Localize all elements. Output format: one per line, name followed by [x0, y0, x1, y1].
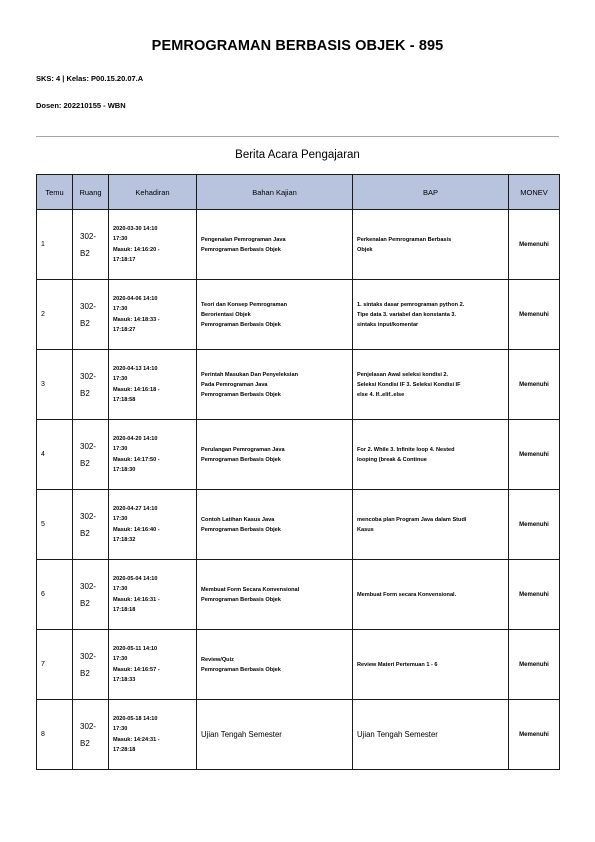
- cell-bap: [353, 280, 509, 350]
- cell-kehadiran-line: 2020-04-27 14:10: [113, 505, 158, 512]
- cell-kehadiran-line: Masuk: 14:16:20 -: [113, 246, 160, 253]
- cell-bahan-kajian-line: Pemrograman Berbasis Objek: [201, 246, 281, 253]
- cell-kehadiran-line: 17:30: [113, 376, 128, 382]
- cell-kehadiran-line: 17:30: [113, 656, 128, 662]
- cell-bap-line: For 2. While 3. Infinite loop 4. Nested: [357, 446, 455, 453]
- cell-bahan-kajian: [197, 700, 353, 770]
- cell-kehadiran-line: 2020-03-30 14:10: [113, 225, 158, 232]
- cell-ruang-line: 302-: [80, 441, 97, 451]
- cell-kehadiran-line: 17:18:33: [113, 677, 136, 683]
- table-row: [37, 490, 560, 560]
- cell-temu: 5: [37, 490, 73, 560]
- cell-bahan-kajian: [197, 490, 353, 560]
- cell-bap-line: mencoba plan Program Java dalam Studi: [357, 516, 467, 523]
- cell-bap-line: Tipe data 3. variabel dan konstanta 3.: [357, 311, 457, 318]
- cell-bap-line: Penjelasan Awal seleksi kondisi 2.: [357, 371, 449, 378]
- cell-ruang-line: B2: [80, 458, 90, 468]
- table-row: [37, 350, 560, 420]
- cell-bap-line: Objek: [357, 246, 373, 253]
- cell-bap-line: else 4. If..elif..else: [357, 391, 405, 398]
- cell-ruang: [73, 280, 109, 350]
- cell-ruang-line: 302-: [80, 511, 97, 521]
- table-row: [37, 700, 560, 770]
- cell-ruang: [73, 210, 109, 280]
- cell-monev: Memenuhi: [509, 630, 560, 700]
- column-header-ruang: Ruang: [73, 175, 109, 210]
- cell-temu: 1: [37, 210, 73, 280]
- cell-temu: 8: [37, 700, 73, 770]
- table-row: [37, 560, 560, 630]
- cell-monev: Memenuhi: [509, 700, 560, 770]
- cell-bap-line: 1. sintaks dasar pemrograman python 2.: [357, 301, 465, 308]
- cell-bap: [353, 700, 509, 770]
- document-title: PEMROGRAMAN BERBASIS OBJEK - 895: [151, 38, 444, 54]
- cell-monev: Memenuhi: [509, 560, 560, 630]
- cell-ruang-line: B2: [80, 248, 90, 258]
- cell-ruang: [73, 350, 109, 420]
- cell-kehadiran: [109, 210, 197, 280]
- cell-ruang-line: 302-: [80, 371, 97, 381]
- cell-bap: [353, 560, 509, 630]
- cell-bahan-kajian-line: Pemrograman Berbasis Objek: [201, 666, 281, 673]
- cell-kehadiran: [109, 280, 197, 350]
- table-row: [37, 280, 560, 350]
- cell-bap-line: Kasus: [357, 526, 374, 533]
- cell-monev: Memenuhi: [509, 280, 560, 350]
- cell-bap: [353, 420, 509, 490]
- cell-bap-line: Perkenalan Pemrograman Berbasis: [357, 236, 452, 243]
- dosen-value: 202210155 - WBN: [63, 101, 126, 110]
- cell-kehadiran-line: 17:30: [113, 236, 128, 242]
- cell-kehadiran-line: 17:28:18: [113, 747, 136, 753]
- cell-kehadiran: [109, 630, 197, 700]
- cell-kehadiran-line: 17:18:18: [113, 607, 136, 613]
- cell-kehadiran-line: 2020-04-06 14:10: [113, 295, 158, 302]
- cell-bahan-kajian: [197, 280, 353, 350]
- cell-temu: 2: [37, 280, 73, 350]
- column-header-temu: Temu: [37, 175, 73, 210]
- cell-bap-line: Membuat Form secara Konvensional.: [357, 591, 457, 598]
- cell-bahan-kajian-line: Pemrograman Berbasis Objek: [201, 456, 281, 463]
- cell-ruang-line: B2: [80, 668, 90, 678]
- cell-bahan-kajian: [197, 420, 353, 490]
- column-header-bap: BAP: [353, 175, 509, 210]
- cell-bahan-kajian-line: Pengenalan Pemrograman Java: [201, 236, 286, 243]
- class-info: [36, 74, 143, 83]
- cell-kehadiran-line: 17:30: [113, 516, 128, 522]
- cell-bap-line: Seleksi Kondisi IF 3. Seleksi Kondisi IF: [357, 381, 461, 388]
- cell-temu: 4: [37, 420, 73, 490]
- lecturer-info: [36, 101, 126, 110]
- cell-temu: 6: [37, 560, 73, 630]
- section-title: Berita Acara Pengajaran: [235, 149, 360, 161]
- cell-kehadiran: [109, 350, 197, 420]
- cell-kehadiran-line: 2020-05-04 14:10: [113, 575, 158, 582]
- cell-bap: [353, 490, 509, 560]
- cell-bahan-kajian-line: Pemrograman Berbasis Objek: [201, 321, 281, 328]
- cell-bahan-kajian-line: Pada Pemrograman Java: [201, 381, 268, 388]
- cell-bahan-kajian-line: Pemrograman Berbasis Objek: [201, 526, 281, 533]
- cell-ruang-line: B2: [80, 528, 90, 538]
- cell-kehadiran-line: 17:30: [113, 586, 128, 592]
- cell-kehadiran-line: Masuk: 14:18:33 -: [113, 316, 160, 323]
- cell-kehadiran-line: 2020-04-20 14:10: [113, 435, 158, 442]
- cell-kehadiran-line: 2020-04-13 14:10: [113, 365, 158, 372]
- cell-bahan-kajian-line: Pemrograman Berbasis Objek: [201, 391, 281, 398]
- cell-kehadiran-line: Masuk: 14:16:31 -: [113, 596, 160, 603]
- cell-bahan-kajian-line: Review/Quiz: [201, 656, 234, 663]
- cell-ruang-line: 302-: [80, 231, 97, 241]
- cell-monev: Memenuhi: [509, 420, 560, 490]
- table-row: [37, 630, 560, 700]
- cell-kehadiran-line: 2020-05-18 14:10: [113, 715, 158, 722]
- divider: [36, 136, 559, 137]
- cell-bap-line: sintaks input/komentar: [357, 321, 419, 328]
- cell-bahan-kajian-line: Pemrograman Berbasis Objek: [201, 596, 281, 603]
- cell-kehadiran-line: 17:18:32: [113, 537, 136, 543]
- cell-temu: 7: [37, 630, 73, 700]
- cell-kehadiran-line: 17:18:58: [113, 397, 136, 403]
- cell-kehadiran-line: 17:18:17: [113, 257, 136, 263]
- cell-bahan-kajian: [197, 210, 353, 280]
- sks-value: 4 | Kelas: P00.15.20.07.A: [56, 74, 144, 83]
- cell-ruang-line: 302-: [80, 721, 97, 731]
- cell-kehadiran-line: 17:30: [113, 306, 128, 312]
- sks-label: SKS:: [36, 74, 54, 83]
- cell-bahan-kajian-line: Ujian Tengah Semester: [201, 729, 282, 739]
- cell-bahan-kajian-line: Teori dan Konsep Pemrograman: [201, 301, 287, 308]
- cell-bahan-kajian-line: Perintah Masukan Dan Penyeleksian: [201, 371, 298, 378]
- cell-kehadiran-line: 17:30: [113, 446, 128, 452]
- cell-ruang-line: B2: [80, 598, 90, 608]
- cell-bahan-kajian-line: Perulangan Pemrograman Java: [201, 446, 285, 453]
- cell-bap-line: looping (break & Continue: [357, 456, 427, 463]
- teaching-record-table: [36, 174, 560, 770]
- cell-kehadiran-line: Masuk: 14:16:18 -: [113, 386, 160, 393]
- cell-ruang-line: B2: [80, 318, 90, 328]
- cell-bahan-kajian: [197, 560, 353, 630]
- cell-kehadiran-line: Masuk: 14:16:40 -: [113, 526, 160, 533]
- cell-ruang-line: 302-: [80, 301, 97, 311]
- cell-ruang-line: 302-: [80, 581, 97, 591]
- cell-ruang: [73, 700, 109, 770]
- cell-monev: Memenuhi: [509, 350, 560, 420]
- cell-bap: [353, 630, 509, 700]
- column-header-kehadiran: Kehadiran: [109, 175, 197, 210]
- cell-bahan-kajian: [197, 350, 353, 420]
- cell-kehadiran-line: 17:18:27: [113, 327, 136, 333]
- cell-bap-line: Ujian Tengah Semester: [357, 729, 438, 739]
- cell-bap: [353, 210, 509, 280]
- cell-temu: 3: [37, 350, 73, 420]
- cell-kehadiran-line: 17:30: [113, 726, 128, 732]
- cell-ruang: [73, 630, 109, 700]
- cell-monev: Memenuhi: [509, 490, 560, 560]
- cell-kehadiran-line: Masuk: 14:24:31 -: [113, 736, 160, 743]
- table-header-row: [37, 175, 560, 210]
- column-header-monev: MONEV: [509, 175, 560, 210]
- cell-ruang-line: B2: [80, 738, 90, 748]
- cell-kehadiran: [109, 490, 197, 560]
- cell-ruang: [73, 420, 109, 490]
- cell-bap: [353, 350, 509, 420]
- cell-ruang: [73, 560, 109, 630]
- dosen-label: Dosen:: [36, 101, 62, 110]
- cell-bahan-kajian-line: Contoh Latihan Kasus Java: [201, 516, 275, 523]
- cell-kehadiran-line: Masuk: 14:16:57 -: [113, 666, 160, 673]
- table-row: [37, 420, 560, 490]
- cell-kehadiran: [109, 700, 197, 770]
- cell-ruang-line: B2: [80, 388, 90, 398]
- column-header-bahan-kajian: Bahan Kajian: [197, 175, 353, 210]
- cell-bahan-kajian-line: Membuat Form Secara Konvensional: [201, 586, 300, 593]
- cell-ruang: [73, 490, 109, 560]
- cell-monev: Memenuhi: [509, 210, 560, 280]
- cell-kehadiran-line: 17:18:30: [113, 467, 136, 473]
- cell-bahan-kajian: [197, 630, 353, 700]
- cell-bahan-kajian-line: Berorientasi Objek: [201, 311, 251, 318]
- cell-kehadiran-line: 2020-05-11 14:10: [113, 645, 158, 652]
- cell-kehadiran: [109, 420, 197, 490]
- cell-ruang-line: 302-: [80, 651, 97, 661]
- cell-kehadiran: [109, 560, 197, 630]
- cell-kehadiran-line: Masuk: 14:17:50 -: [113, 456, 160, 463]
- cell-bap-line: Review Materi Pertemuan 1 - 6: [357, 661, 438, 668]
- table-row: [37, 210, 560, 280]
